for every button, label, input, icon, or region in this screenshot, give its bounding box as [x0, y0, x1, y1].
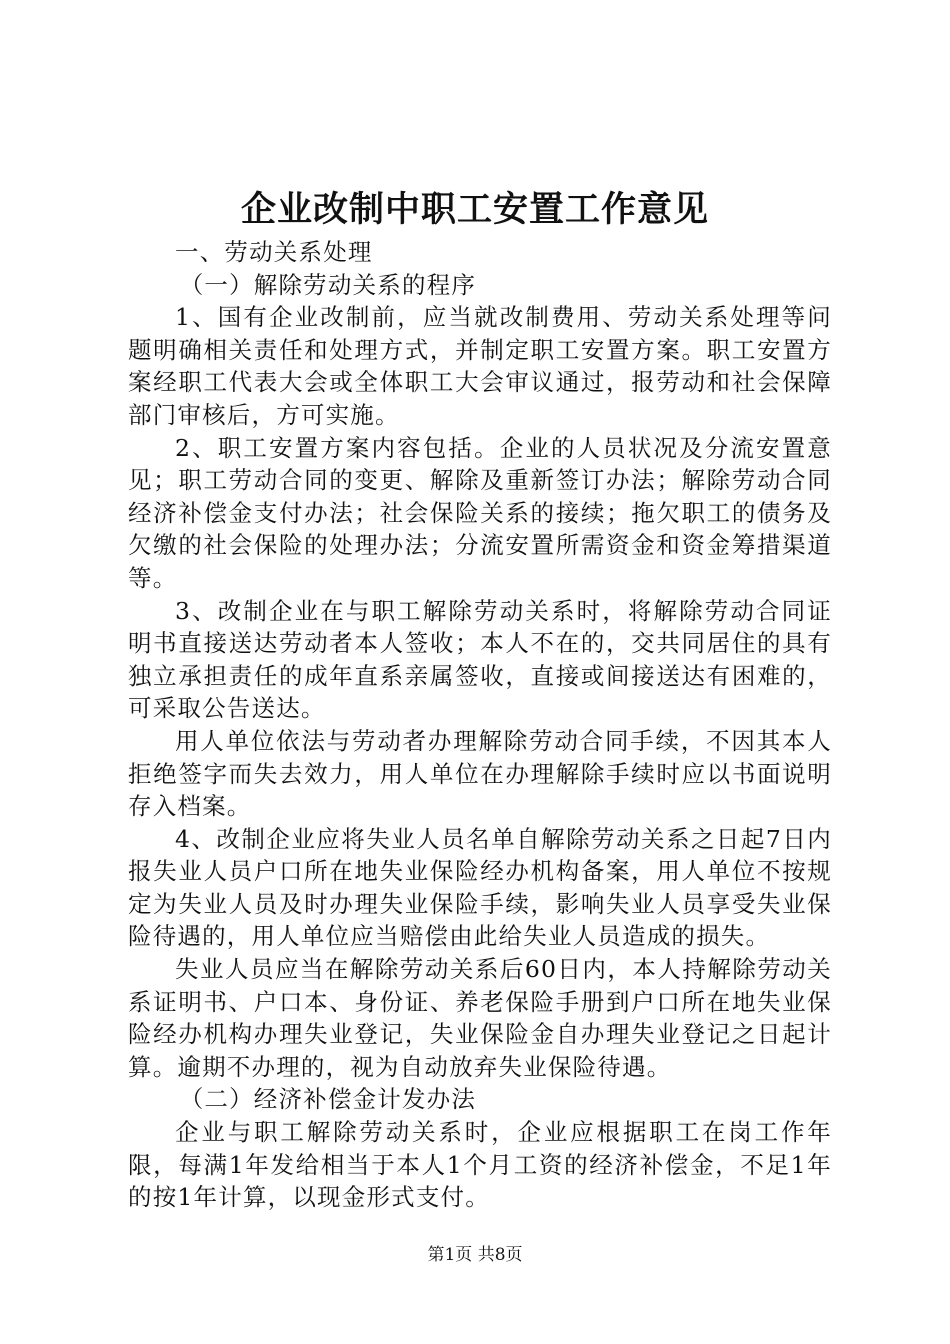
paragraph-item-4: 4、改制企业应将失业人员名单自解除劳动关系之日起7日内报失业人员户口所在地失业保险经办机构备案，用人单位不按规定为失业人员及时办理失业保险手续，影响失业人员享受失业保险待遇的，用人单位应当赔偿由此给失业人员造成的损失。 — [128, 824, 832, 951]
paragraph-unemployment-registration: 失业人员应当在解除劳动关系后60日内，本人持解除劳动关系证明书、户口本、身份证、养老保险手册到户口所在地失业保险经办机构办理失业登记，失业保险金自办理失业登记之日起计算。逾期不办理的，视为自动放弃失业保险待遇。 — [128, 955, 832, 1081]
document-title: 企业改制中职工安置工作意见 — [240, 189, 709, 230]
section-heading-labor-relations: 一、劳动关系处理 — [175, 238, 373, 266]
paragraph-item-2: 2、职工安置方案内容包括。企业的人员状况及分流安置意见；职工劳动合同的变更、解除及重新签订办法；解除劳动合同经济补偿金支付办法；社会保险关系的接续；拖欠职工的债务及欠缴的社会保险的处理办法；分流安置所需资金和资金筹措渠道等。 — [128, 433, 832, 592]
paragraph-employer-procedure: 用人单位依法与劳动者办理解除劳动合同手续，不因其本人拒绝签字而失去效力，用人单位在办理解除手续时应以书面说明存入档案。 — [128, 726, 832, 821]
document-body — [128, 236, 832, 1214]
subsection-heading-termination-procedure: （一）解除劳动关系的程序 — [179, 270, 477, 299]
paragraph-item-3: 3、改制企业在与职工解除劳动关系时，将解除劳动合同证明书直接送达劳动者本人签收；本人不在的，交共同居住的具有独立承担责任的成年直系亲属签收，直接或间接送达有困难的，可采取公告送达。 — [128, 596, 832, 723]
subsection-heading-compensation: （二）经济补偿金计发办法 — [179, 1085, 477, 1114]
paragraph-compensation-rule: 企业与职工解除劳动关系时，企业应根据职工在岗工作年限，每满1年发给相当于本人1个月工资的经济补偿金，不足1年的按1年计算，以现金形式支付。 — [128, 1118, 832, 1212]
paragraph-item-1: 1、国有企业改制前，应当就改制费用、劳动关系处理等问题明确相关责任和处理方式，并制定职工安置方案。职工安置方案经职工代表大会或全体职工大会审议通过，报劳动和社会保障部门审核后，方可实施。 — [128, 303, 832, 429]
page-number-label: 第1页 共8页 — [427, 1245, 523, 1265]
page-footer — [0, 1243, 950, 1267]
